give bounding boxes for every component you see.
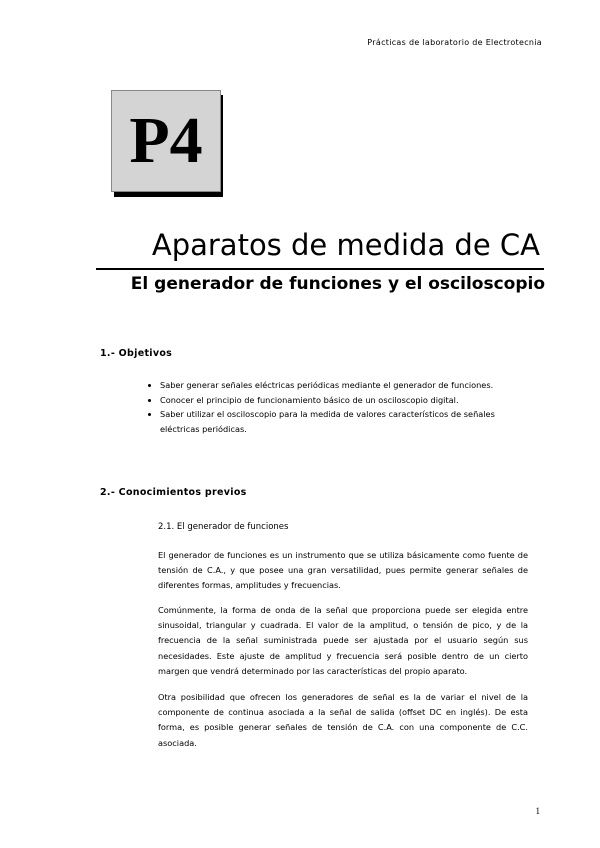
- objectives-heading: 1.- Objetivos: [100, 348, 173, 359]
- paragraph: Otra posibilidad que ofrecen los generadores de señal es la de variar el nivel de la componente de continua asociada a la señal de salida (offset DC en inglés). De esta forma, es posible generar señales de tensión de C.A. con una componente de C.C. asociada.: [158, 692, 528, 748]
- paragraph: Comúnmente, la forma de onda de la señal que proporciona puede ser elegida entre sinusoidal, triangular y cuadrada. El valor de la amplitud, o tensión de pico, y de la frecuencia de la señal suministrada puede ser ajustada por el usuario según sus necesidades. Este ajuste de amplitud y frecuencia será posible dentro de un cierto margen que vendrá determinado por las características del propio aparato.: [158, 605, 528, 676]
- list-item: • Saber utilizar el osciloscopio para la medida de valores característicos de señales eléctricas periódicas.: [160, 407, 505, 436]
- page-number: 1: [535, 806, 540, 816]
- subsection-heading: 2.1. El generador de funciones: [158, 522, 289, 532]
- list-item: • Saber generar señales eléctricas periódicas mediante el generador de funciones.: [160, 378, 505, 393]
- chapter-badge: P4: [111, 90, 221, 192]
- paragraph: El generador de funciones es un instrumento que se utiliza básicamente como fuente de tensión de C.A., y que posee una gran versatilidad, pues permite generar señales de diferentes formas, amplitudes y frecuencias.: [158, 550, 528, 591]
- title-divider: [96, 268, 544, 270]
- running-header: Prácticas de laboratorio de Electrotecnia: [367, 38, 542, 47]
- objectives-list: [146, 378, 505, 436]
- page-subtitle: El generador de funciones y el osciloscopio: [130, 274, 545, 294]
- list-item: • Conocer el principio de funcionamiento básico de un osciloscopio digital.: [160, 393, 505, 408]
- page-title: Aparatos de medida de CA: [151, 228, 540, 262]
- prior-knowledge-heading: 2.- Conocimientos previos: [100, 487, 247, 498]
